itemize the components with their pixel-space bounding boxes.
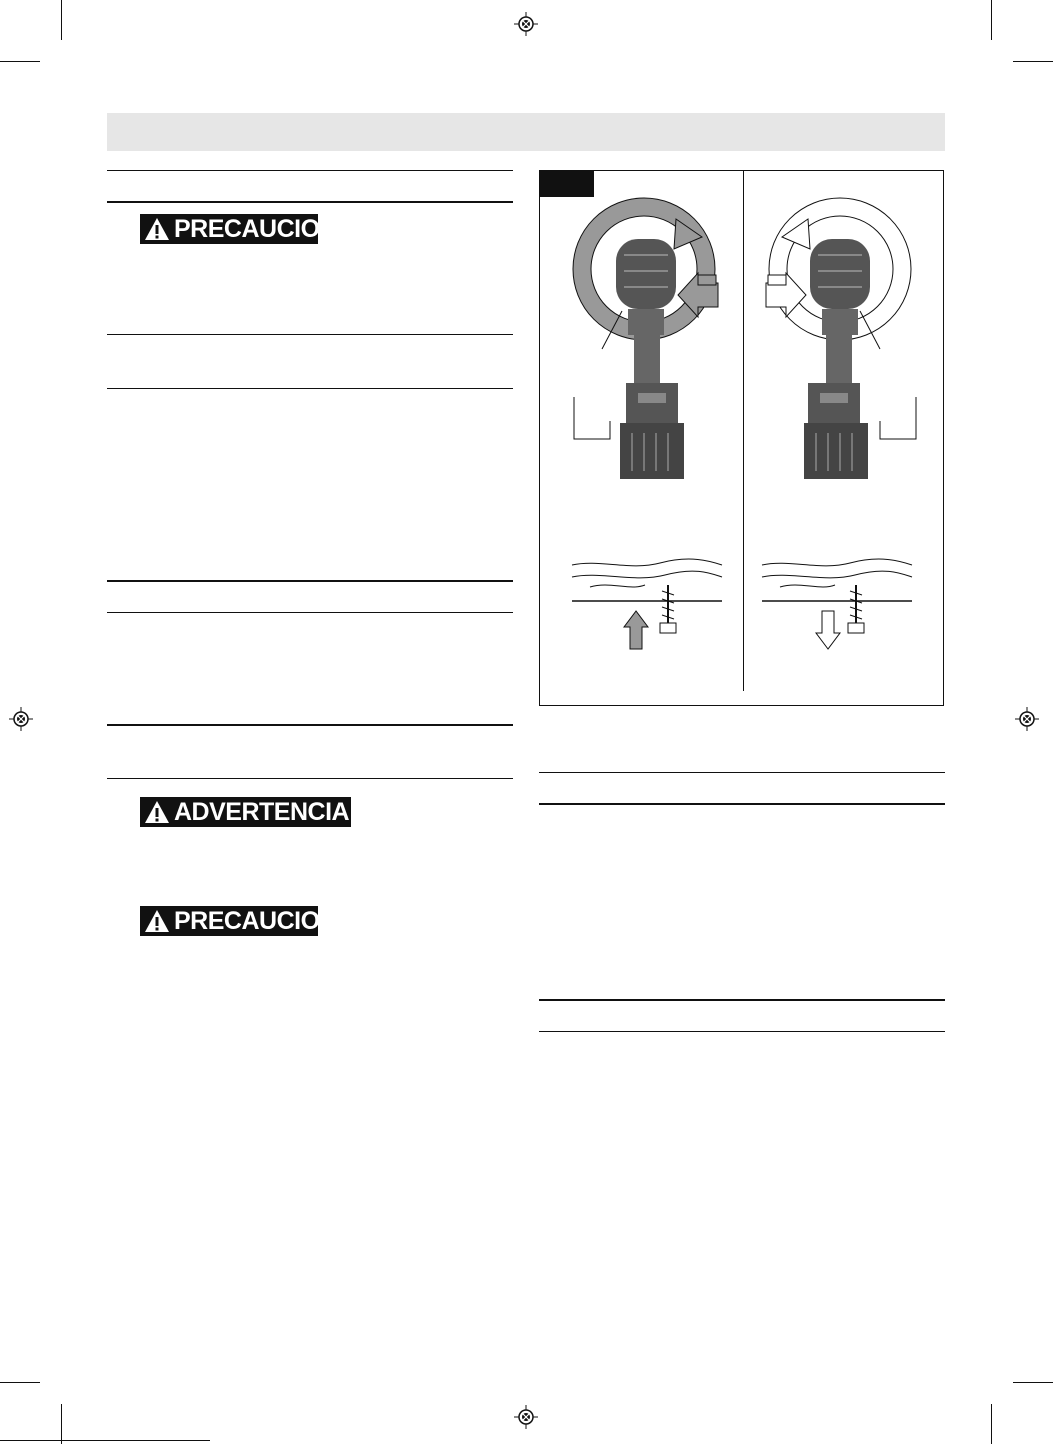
section-rule [107, 170, 513, 171]
crop-mark-tl-v [61, 0, 62, 40]
reverse-rotation-panel [762, 198, 916, 649]
section-rule [107, 334, 513, 335]
registration-mark-icon [514, 12, 538, 36]
registration-mark-icon [9, 707, 33, 731]
section-rule [539, 1031, 945, 1032]
precaucion-label [140, 906, 338, 936]
warning-triangle-icon [144, 800, 170, 824]
bottom-slug-line [0, 1440, 210, 1441]
section-rule [539, 999, 945, 1001]
precaucion-label [140, 214, 338, 244]
page-header-band [107, 113, 945, 151]
section-rule [107, 201, 513, 203]
crop-mark-br-v [991, 1404, 992, 1444]
figure-illustration [540, 171, 943, 705]
section-rule [107, 778, 513, 779]
registration-mark-icon [1015, 707, 1039, 731]
precaucion-text: PRECAUCION [174, 215, 338, 243]
section-rule [539, 803, 945, 805]
crop-mark-tr-v [991, 0, 992, 40]
section-rule [539, 772, 945, 773]
section-rule [107, 724, 513, 726]
rotation-figure [539, 170, 944, 706]
advertencia-label [140, 797, 351, 827]
precaucion-text: PRECAUCION [174, 907, 338, 935]
crop-mark-bl-v [61, 1404, 62, 1444]
crop-mark-br-h [1013, 1382, 1053, 1383]
crop-mark-tl-h [0, 61, 40, 62]
section-rule [107, 580, 513, 582]
warning-triangle-icon [144, 217, 170, 241]
section-rule [107, 612, 513, 613]
forward-rotation-panel [572, 198, 722, 649]
crop-mark-tr-h [1013, 61, 1053, 62]
crop-mark-bl-h [0, 1382, 40, 1383]
section-rule [107, 388, 513, 389]
registration-mark-icon [514, 1405, 538, 1429]
advertencia-text: ADVERTENCIA [174, 798, 350, 826]
warning-triangle-icon [144, 909, 170, 933]
